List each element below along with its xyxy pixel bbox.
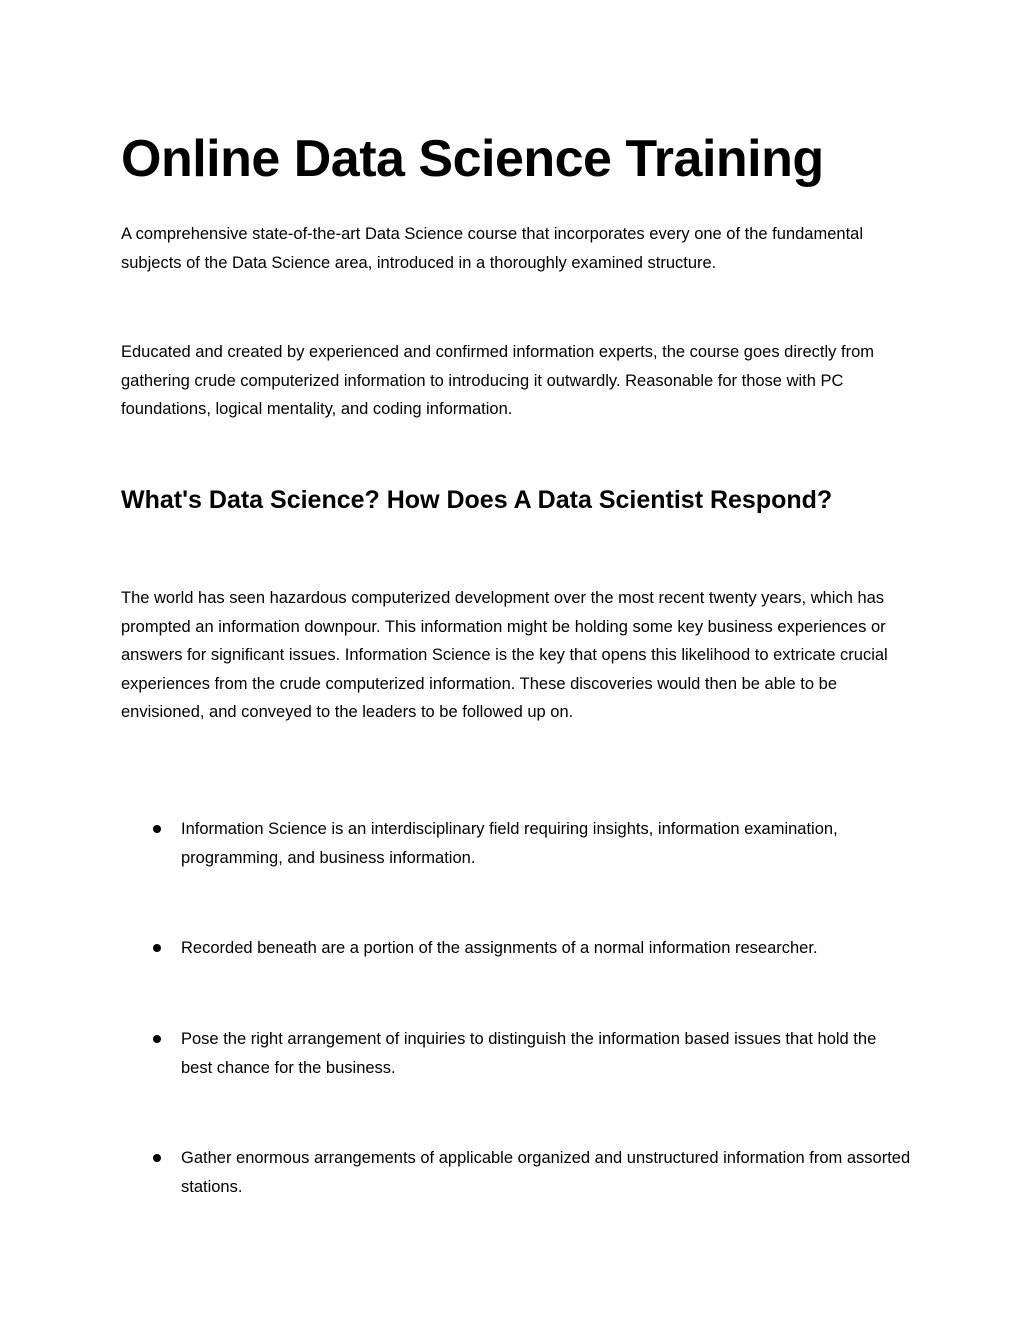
list-item	[151, 1025, 911, 1082]
list-item	[151, 1144, 911, 1201]
list-item	[151, 815, 911, 872]
page-title: Online Data Science Training	[121, 130, 824, 188]
list-item	[151, 934, 911, 963]
intro-paragraph-2: Educated and created by experienced and confirmed information experts, the course goes directly from gathering crude computerized information to introducing it outwardly. Reasonable for those with PC foundations, logical mentality, and coding information.	[121, 343, 874, 419]
intro-paragraph-1: A comprehensive state-of-the-art Data Science course that incorporates every one of the fundamental subjects of the Data Science area, introduced in a thoroughly examined structure.	[121, 225, 863, 272]
list-item-text: Recorded beneath are a portion of the assignments of a normal information researcher.	[181, 939, 818, 957]
section-paragraph: The world has seen hazardous computerized development over the most recent twenty years, which has prompted an information downpour. This information might be holding some key business experiences or answers for significant issues. Information Science is the key that opens this likelihood to extricate crucial experiences from the crude computerized information. These discoveries would then be able to be envisioned, and conveyed to the leaders to be followed up on.	[121, 589, 888, 722]
section-heading: What's Data Science? How Does A Data Scientist Respond?	[121, 486, 833, 514]
bullet-icon	[153, 1154, 161, 1162]
bullet-icon	[153, 825, 161, 833]
bullet-icon	[153, 1035, 161, 1043]
list-item-text: Pose the right arrangement of inquiries to distinguish the information based issues that hold the best chance for the business.	[181, 1030, 877, 1077]
list-item-text: Gather enormous arrangements of applicable organized and unstructured information from assorted stations.	[181, 1149, 911, 1196]
list-item-text: Information Science is an interdisciplinary field requiring insights, information examination, programming, and business information.	[181, 820, 838, 867]
bullet-icon	[153, 944, 161, 952]
